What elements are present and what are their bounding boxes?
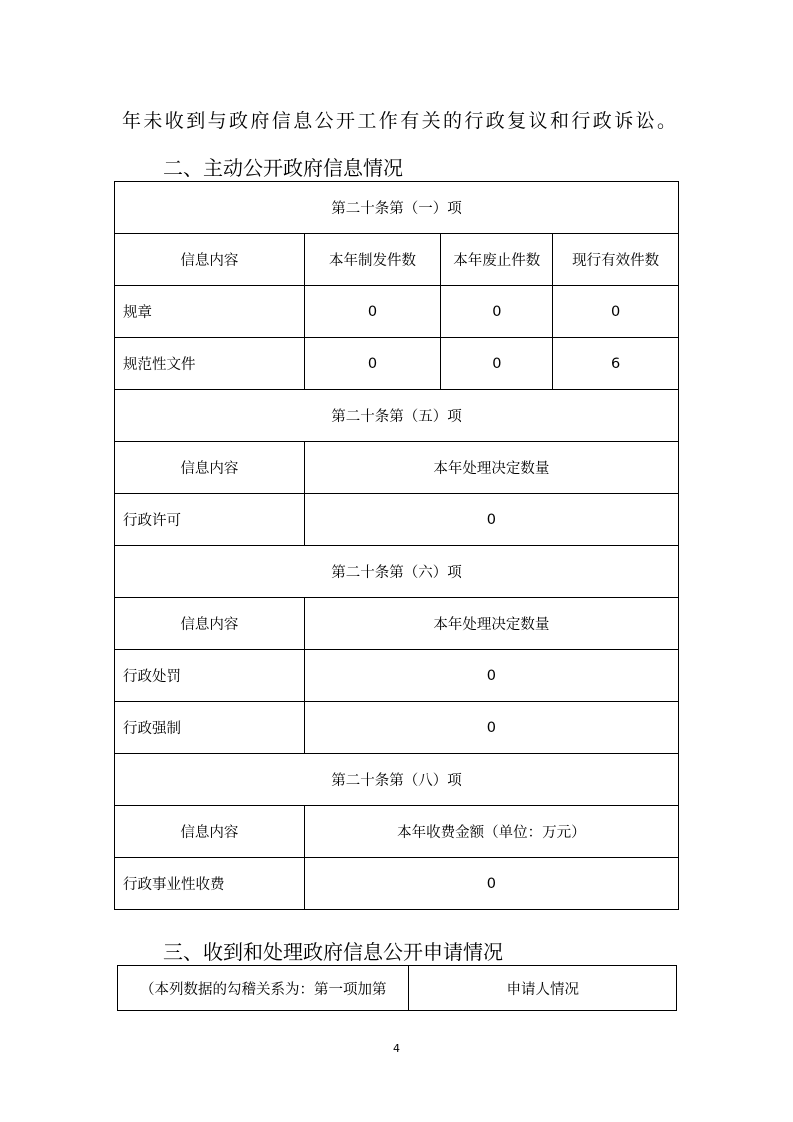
application-table xyxy=(117,965,677,1011)
table-row xyxy=(115,650,679,702)
column-header: 信息内容 xyxy=(115,234,305,286)
table-row xyxy=(115,390,679,442)
table-header-row xyxy=(115,598,679,650)
page-number: 4 xyxy=(393,1042,400,1055)
section-3-heading: 三、收到和处理政府信息公开申请情况 xyxy=(163,940,503,964)
row-label: 规范性文件 xyxy=(115,338,305,390)
column-header: 本年处理决定数量 xyxy=(304,442,678,494)
table-cell: 0 xyxy=(553,286,679,338)
row-label: 规章 xyxy=(115,286,305,338)
table-header-row xyxy=(115,806,679,858)
table-header-row xyxy=(115,442,679,494)
table-row xyxy=(115,182,679,234)
table-header-row xyxy=(118,966,677,1011)
section-2-heading: 二、主动公开政府信息情况 xyxy=(163,156,403,180)
row-label: 行政处罚 xyxy=(115,650,305,702)
table-header-row xyxy=(115,234,679,286)
column-header: 信息内容 xyxy=(115,806,305,858)
table-cell: 0 xyxy=(441,286,553,338)
table-cell: 0 xyxy=(304,286,441,338)
table-cell: 0 xyxy=(304,858,678,910)
table-cell: 0 xyxy=(441,338,553,390)
table-cell: 0 xyxy=(304,702,678,754)
section-title-20-6: 第二十条第（六）项 xyxy=(115,546,679,598)
column-note: （本列数据的勾稽关系为：第一项加第 xyxy=(118,966,409,1011)
column-header: 现行有效件数 xyxy=(553,234,679,286)
row-label: 行政强制 xyxy=(115,702,305,754)
table-row xyxy=(115,702,679,754)
row-label: 行政许可 xyxy=(115,494,305,546)
table-cell: 6 xyxy=(553,338,679,390)
column-header: 信息内容 xyxy=(115,442,305,494)
table-row xyxy=(115,494,679,546)
table-row xyxy=(115,858,679,910)
table-cell: 0 xyxy=(304,338,441,390)
table-row xyxy=(115,338,679,390)
column-header: 本年收费金额（单位：万元） xyxy=(304,806,678,858)
intro-paragraph: 年未收到与政府信息公开工作有关的行政复议和行政诉讼。 xyxy=(122,110,679,132)
table-cell: 0 xyxy=(304,494,678,546)
table-row xyxy=(115,286,679,338)
table-row xyxy=(115,754,679,806)
section-title-20-8: 第二十条第（八）项 xyxy=(115,754,679,806)
column-header: 本年处理决定数量 xyxy=(304,598,678,650)
row-label: 行政事业性收费 xyxy=(115,858,305,910)
column-header: 信息内容 xyxy=(115,598,305,650)
column-header: 申请人情况 xyxy=(409,966,677,1011)
column-header: 本年制发件数 xyxy=(304,234,441,286)
column-header: 本年废止件数 xyxy=(441,234,553,286)
section-title-20-5: 第二十条第（五）项 xyxy=(115,390,679,442)
table-row xyxy=(115,546,679,598)
section-title-20-1: 第二十条第（一）项 xyxy=(115,182,679,234)
proactive-disclosure-table xyxy=(114,181,679,910)
table-cell: 0 xyxy=(304,650,678,702)
